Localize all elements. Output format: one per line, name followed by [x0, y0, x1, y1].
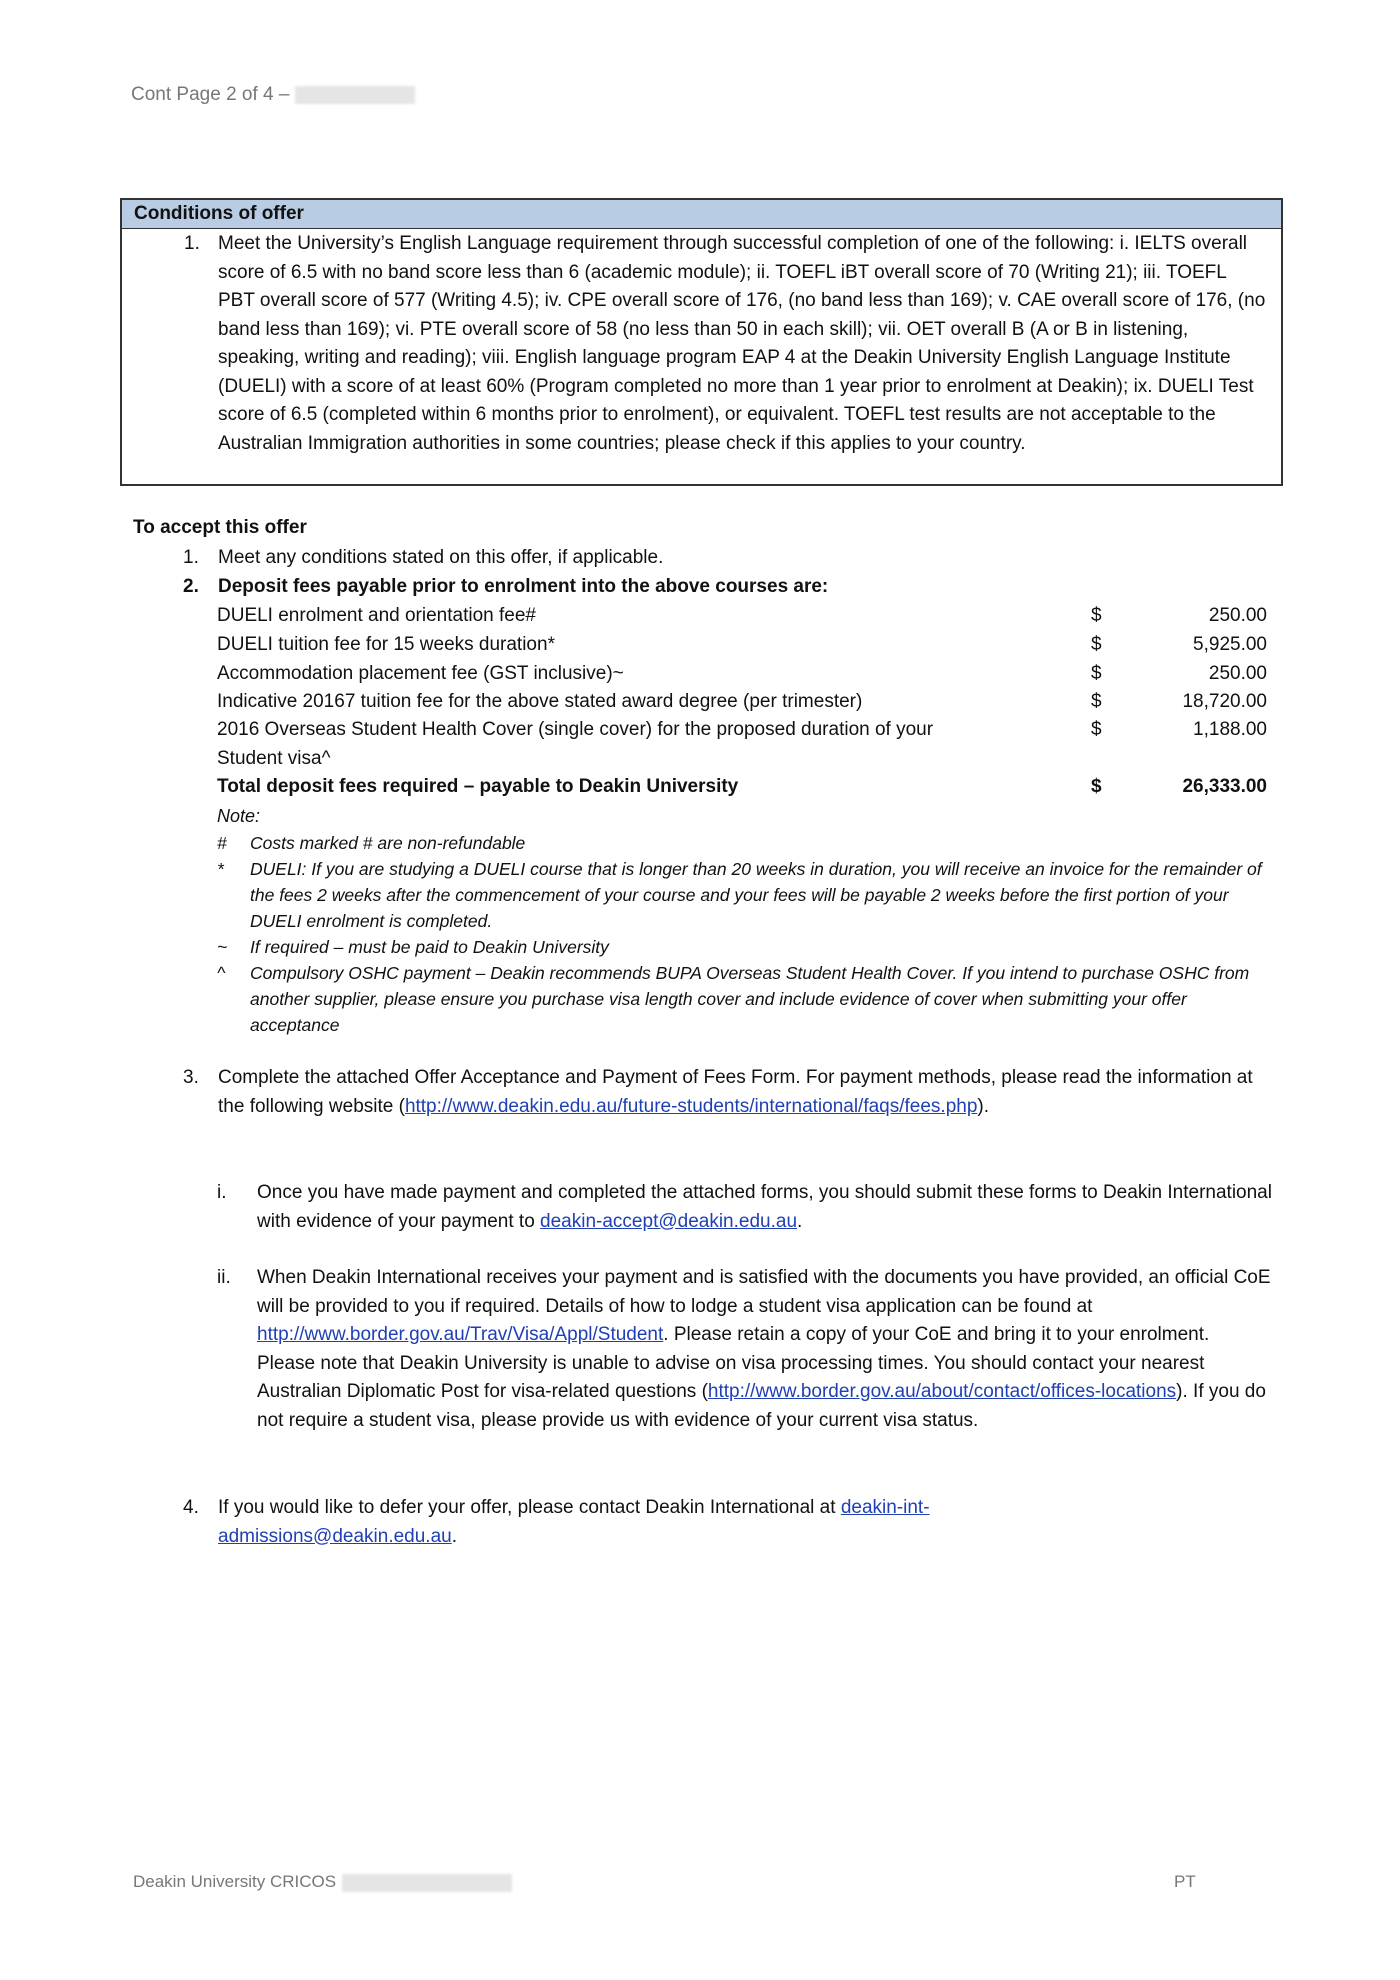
fee-label: DUELI enrolment and orientation fee#	[217, 605, 536, 626]
footer-right-text: PT	[1174, 1872, 1196, 1891]
offices-locations-link[interactable]: http://www.border.gov.au/about/contact/offices-locations	[707, 1381, 1177, 1402]
fee-row	[217, 691, 1267, 719]
accept-item-4-text-a: If you would like to defer your offer, please contact Deakin International at	[218, 1497, 841, 1518]
conditions-item-number: 1.	[184, 233, 200, 254]
accept-sub-ii-text-b: . Please retain a copy of your CoE and bring it to your enrolment. Please note that Deakin University is unable to advise on visa processing times. You should contact your nearest Australian Diplomatic Post for visa-related questions (	[257, 1324, 1210, 1402]
fee-total-amount: 26,333.00	[1182, 776, 1267, 797]
redacted-block	[342, 1874, 512, 1892]
accept-item-3-text-a: Complete the attached Offer Acceptance and Payment of Fees Form. For payment methods, please read the information at the following website (	[218, 1067, 1253, 1117]
fee-currency: $	[1091, 691, 1102, 712]
accept-sub-i-text-a: Once you have made payment and completed the attached forms, you should submit these forms to Deakin International with evidence of your payment to	[257, 1182, 1272, 1232]
accept-item-2-text: Deposit fees payable prior to enrolment into the above courses are:	[218, 576, 829, 597]
accept-sub-ii-text	[257, 1264, 1272, 1435]
note-text: DUELI: If you are studying a DUELI course that is longer than 20 weeks in duration, you will receive an invoice for the remainder of the fees 2 weeks after the commencement of your course and your fees will be payable 2 weeks before the first portion of your DUELI enrolment is completed.	[250, 859, 1262, 931]
accept-item-1	[183, 547, 664, 569]
redacted-block	[295, 86, 415, 104]
defer-email-link[interactable]: deakin-int-admissions@deakin.edu.au	[218, 1497, 930, 1547]
accept-item-1-text: Meet any conditions stated on this offer, if applicable.	[218, 547, 664, 568]
fee-amount: 5,925.00	[1193, 634, 1267, 655]
fee-label: DUELI tuition fee for 15 weeks duration*	[217, 634, 555, 655]
accept-item-3-text-b: ).	[977, 1095, 990, 1117]
fee-amount: 250.00	[1208, 663, 1267, 684]
note-text: Costs marked # are non-refundable	[250, 833, 526, 853]
fee-label-continuation: Student visa^	[217, 748, 331, 769]
fees-faq-link[interactable]: http://www.deakin.edu.au/future-students/international/faqs/fees.php	[404, 1095, 978, 1117]
accept-item-3-number: 3.	[183, 1067, 199, 1088]
note-symbol: *	[217, 859, 224, 879]
fee-row-continuation	[217, 748, 1267, 776]
fee-label: Indicative 20167 tuition fee for the above stated award degree (per trimester)	[217, 691, 863, 712]
accept-item-2	[183, 576, 829, 598]
fee-label: Accommodation placement fee (GST inclusive)~	[217, 663, 624, 684]
note-text: Compulsory OSHC payment – Deakin recommends BUPA Overseas Student Health Cover. If you intend to purchase OSHC from another supplier, please ensure you purchase visa length cover and include evidence of cover when submitting your offer acceptance	[250, 963, 1250, 1035]
accept-email-link[interactable]: deakin-accept@deakin.edu.au	[540, 1210, 798, 1232]
note-symbol: #	[217, 833, 227, 853]
accept-item-2-number: 2.	[183, 576, 199, 597]
accept-item-3-text	[218, 1064, 1268, 1121]
accept-sub-ii-number: ii.	[217, 1267, 231, 1288]
fee-row	[217, 634, 1267, 662]
conditions-box	[120, 198, 1283, 486]
fee-amount: 1,188.00	[1193, 719, 1267, 740]
fee-amount: 18,720.00	[1182, 691, 1267, 712]
fee-row	[217, 719, 1267, 747]
fee-total-label: Total deposit fees required – payable to Deakin University	[217, 776, 739, 797]
page-footer	[133, 1872, 512, 1892]
note-symbol: ~	[217, 937, 228, 957]
page-header-text: Cont Page 2 of 4 –	[131, 84, 290, 105]
note-label: Note:	[217, 806, 261, 826]
fee-currency: $	[1091, 634, 1102, 655]
fee-currency: $	[1091, 719, 1102, 740]
page-header	[131, 84, 415, 106]
accept-item-4-text	[218, 1494, 1048, 1551]
conditions-body	[122, 229, 1281, 458]
student-visa-link[interactable]: http://www.border.gov.au/Trav/Visa/Appl/Student	[257, 1324, 664, 1345]
conditions-item-text: Meet the University’s English Language requirement through successful completion of one of the following: i. IELTS overall score of 6.5 with no band score less than 6 (academic module); ii. TOEFL iBT overall score of 70 (Writing 21); iii. TOEFL PBT overall score of 577 (Writing 4.5); iv. CPE overall score of 176, (no band less than 169); v. CAE overall score of 176, (no band less than 169); vi. PTE overall score of 58 (no less than 50 in each skill); vii. OET overall B (A or B in listening, speaking, writing and reading); viii. English language program EAP 4 at the Deakin University English Language Institute (DUELI) with a score of at least 60% (Program completed no more than 1 year prior to enrolment at Deakin); ix. DUELI Test score of 6.5 (completed within 6 months prior to enrolment), or equivalent. TOEFL test results are not acceptable to the Australian Immigration authorities in some countries; please check if this applies to your country.	[218, 233, 1266, 454]
accept-item-1-number: 1.	[183, 547, 199, 568]
fee-total-currency: $	[1091, 776, 1102, 797]
fee-row	[217, 663, 1267, 691]
fee-total-row	[217, 776, 1267, 804]
footer-text: Deakin University CRICOS	[133, 1872, 337, 1891]
accept-sub-ii-text-c: ). If you do not require a student visa, please provide us with evidence of your current visa status.	[257, 1381, 1266, 1431]
fee-row	[217, 605, 1267, 633]
note-symbol: ^	[217, 963, 226, 983]
fee-amount: 250.00	[1208, 605, 1267, 626]
fee-currency: $	[1091, 605, 1102, 626]
accept-sub-i-number: i.	[217, 1182, 227, 1203]
accept-sub-i-text-b: .	[797, 1210, 803, 1232]
fee-currency: $	[1091, 663, 1102, 684]
accept-sub-ii-text-a: When Deakin International receives your payment and is satisfied with the documents you have provided, an official CoE will be provided to you if required. Details of how to lodge a student visa application can be found at	[257, 1267, 1271, 1317]
accept-item-4-number: 4.	[183, 1497, 199, 1518]
accept-sub-i-text	[257, 1179, 1272, 1236]
conditions-title: Conditions of offer	[122, 200, 1281, 229]
accept-title: To accept this offer	[133, 517, 307, 538]
note-text: If required – must be paid to Deakin University	[250, 937, 609, 957]
accept-item-4-text-b: .	[451, 1525, 457, 1547]
fee-label: 2016 Overseas Student Health Cover (single cover) for the proposed duration of your	[217, 719, 934, 740]
